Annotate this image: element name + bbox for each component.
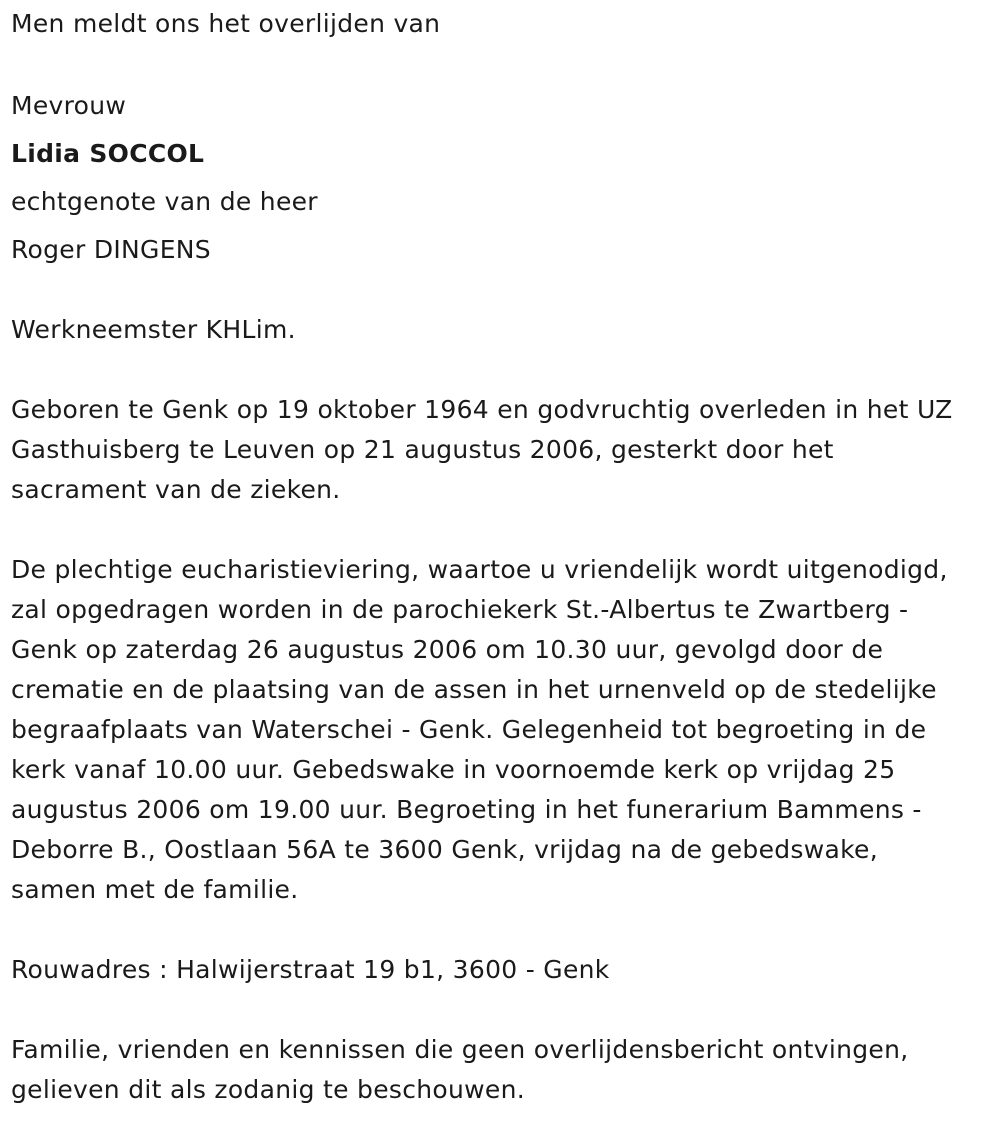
spouse-name: Roger DINGENS bbox=[11, 235, 211, 264]
paragraph-line: Gasthuisberg te Leuven op 21 augustus 2006, gesterkt door het bbox=[11, 435, 834, 464]
address-line: Rouwadres : Halwijerstraat 19 b1, 3600 - Genk bbox=[11, 955, 610, 984]
paragraph-line: De plechtige eucharistieviering, waartoe u vriendelijk wordt uitgenodigd, bbox=[11, 555, 948, 584]
paragraph-line: samen met de familie. bbox=[11, 875, 299, 904]
title-line: Mevrouw bbox=[11, 91, 127, 120]
paragraph-line: Deborre B., Oostlaan 56A te 3600 Genk, vrijdag na de gebedswake, bbox=[11, 835, 878, 864]
intro-line: Men meldt ons het overlijden van bbox=[11, 9, 441, 38]
deceased-name: Lidia SOCCOL bbox=[11, 139, 205, 168]
closing-paragraph bbox=[11, 1030, 996, 1110]
paragraph-line: augustus 2006 om 19.00 uur. Begroeting in het funerarium Bammens - bbox=[11, 795, 922, 824]
paragraph-line: crematie en de plaatsing van de assen in het urnenveld op de stedelijke bbox=[11, 675, 937, 704]
spouse-label: echtgenote van de heer bbox=[11, 187, 318, 216]
occupation-line: Werkneemster KHLim. bbox=[11, 315, 296, 344]
birth-death-paragraph bbox=[11, 390, 996, 510]
paragraph-line: kerk vanaf 10.00 uur. Gebedswake in voornoemde kerk op vrijdag 25 bbox=[11, 755, 896, 784]
paragraph-line: gelieven dit als zodanig te beschouwen. bbox=[11, 1075, 525, 1104]
paragraph-line: Genk op zaterdag 26 augustus 2006 om 10.30 uur, gevolgd door de bbox=[11, 635, 884, 664]
paragraph-line: zal opgedragen worden in de parochiekerk St.-Albertus te Zwartberg - bbox=[11, 595, 909, 624]
ceremony-paragraph bbox=[11, 550, 996, 910]
paragraph-line: Geboren te Genk op 19 oktober 1964 en godvruchtig overleden in het UZ bbox=[11, 395, 953, 424]
paragraph-line: begraafplaats van Waterschei - Genk. Gelegenheid tot begroeting in de bbox=[11, 715, 927, 744]
paragraph-line: Familie, vrienden en kennissen die geen overlijdensbericht ontvingen, bbox=[11, 1035, 909, 1064]
paragraph-line: sacrament van de zieken. bbox=[11, 475, 341, 504]
